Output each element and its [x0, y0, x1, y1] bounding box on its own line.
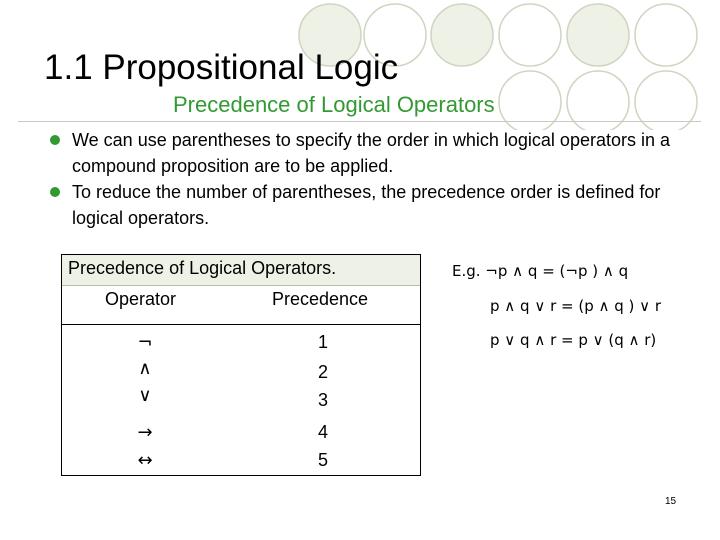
precedence-cell: 2: [317, 362, 328, 382]
decor-circle: [499, 4, 561, 66]
bullet-item: [50, 179, 690, 231]
bullet-list: [50, 127, 690, 231]
title-divider: [18, 121, 701, 122]
slide-title: 1.1 Propositional Logic: [44, 48, 399, 87]
precedence-cell: 4: [317, 422, 328, 442]
bullet-dot-icon: [50, 187, 60, 197]
operator-cell: ∨: [138, 385, 152, 406]
bullet-text: To reduce the number of parentheses, the precedence order is defined for logical operators.: [72, 182, 661, 228]
slide-subtitle: Precedence of Logical Operators: [173, 92, 495, 117]
precedence-cell: 5: [317, 450, 328, 470]
column-header-operator: Operator: [105, 289, 177, 309]
decor-circle: [431, 4, 493, 66]
operator-cell: ∧: [138, 358, 152, 379]
header-divider: [62, 324, 420, 325]
precedence-cell: 3: [317, 390, 328, 410]
decor-circle: [567, 4, 629, 66]
operator-cell: ↔: [137, 450, 153, 471]
example-line: p ∧ q ∨ r = (p ∧ q ) ∨ r: [490, 297, 662, 315]
bullet-dot-icon: [50, 135, 60, 145]
table-caption-bar: [62, 255, 420, 286]
operator-cell: →: [137, 422, 153, 443]
precedence-cell: 1: [317, 332, 328, 352]
bullet-item: [50, 127, 690, 179]
table-caption: Precedence of Logical Operators.: [68, 258, 337, 278]
operator-cell: ¬: [137, 332, 153, 353]
example-line: p ∨ q ∧ r = p ∨ (q ∧ r): [490, 331, 657, 349]
example-line: E.g. ¬p ∧ q = (¬p ) ∧ q: [452, 262, 629, 280]
precedence-table: [61, 254, 421, 476]
bullet-text: We can use parentheses to specify the order in which logical operators in a compound proposition are to be applied.: [72, 130, 670, 176]
column-header-precedence: Precedence: [272, 289, 369, 309]
page-number: 15: [665, 496, 677, 507]
decor-circle: [635, 4, 697, 66]
